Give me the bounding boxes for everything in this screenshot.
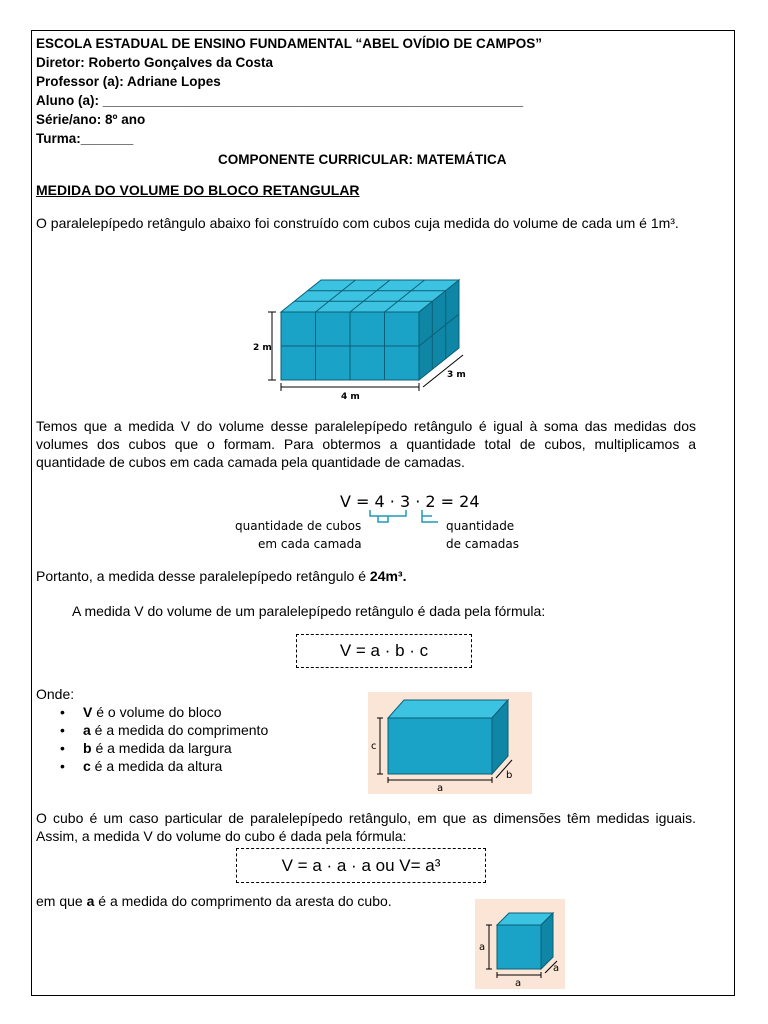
label-layers-2: de camadas bbox=[446, 537, 520, 551]
definition-text: é a medida da altura bbox=[90, 758, 223, 774]
where-label: Onde: bbox=[36, 686, 75, 702]
box-dimensions-figure bbox=[368, 692, 532, 794]
volume-explanation: Temos que a medida V do volume desse paralelepípedo retângulo é igual à soma das medidas dos volumes dos cubos que o formam. Para obtermos a quantidade total de cubos, multiplicamos a quantidade de cubos em cada camada pela quantidade de camadas. bbox=[36, 418, 696, 470]
volume-equation: V = 4 · 3 · 2 = 24 bbox=[340, 492, 480, 511]
cube-height-label: a bbox=[479, 942, 486, 953]
cube-length-label: a bbox=[515, 978, 522, 989]
b-label: b bbox=[506, 770, 513, 781]
label-cubes-per-layer-2: em cada camada bbox=[258, 537, 362, 551]
grade-line: Série/ano: 8º ano bbox=[36, 112, 146, 127]
label-cubes-per-layer-1: quantidade de cubos bbox=[235, 519, 362, 533]
conclusion-value: 24m³. bbox=[369, 568, 407, 584]
intro-paragraph: O paralelepípedo retângulo abaixo foi construído com cubos cuja medida do volume de cada um é 1m³. bbox=[36, 215, 679, 231]
equation-braces bbox=[370, 510, 438, 522]
definition-text: é a medida do comprimento bbox=[90, 722, 269, 738]
class-line: Turma:_______ bbox=[36, 131, 134, 146]
cube-block-figure bbox=[245, 275, 475, 405]
definition-symbol: b bbox=[83, 740, 92, 756]
teacher-line: Professor (a): Adriane Lopes bbox=[36, 74, 221, 89]
student-line: Aluno (a): ________________________________________________________ bbox=[36, 93, 524, 108]
cube-figure bbox=[475, 899, 565, 989]
c-label: c bbox=[371, 741, 377, 752]
definition-text: é a medida da largura bbox=[91, 740, 232, 756]
label-layers-1: quantidade bbox=[446, 519, 515, 533]
definition-list bbox=[36, 703, 268, 775]
definition-symbol: c bbox=[83, 758, 91, 774]
cube-note-suffix: é a medida do comprimento da aresta do cubo. bbox=[94, 893, 392, 909]
list-item bbox=[36, 703, 268, 721]
cube-paragraph: O cubo é um caso particular de paralelepípedo retângulo, em que as dimensões têm medidas iguais. Assim, a medida V do volume do cubo é dada pela fórmula: bbox=[36, 810, 696, 844]
cube-formula-box bbox=[236, 848, 486, 883]
conclusion-text: Portanto, a medida desse paralelepípedo retângulo é bbox=[36, 568, 370, 584]
cube-note bbox=[36, 892, 392, 910]
definition-symbol: a bbox=[83, 722, 91, 738]
depth-label: 3 m bbox=[447, 370, 466, 380]
definition-text: é o volume do bloco bbox=[92, 704, 222, 720]
length-label: 4 m bbox=[341, 392, 360, 402]
list-item bbox=[36, 721, 268, 739]
height-label: 2 m bbox=[253, 343, 272, 353]
school-name: ESCOLA ESTADUAL DE ENSINO FUNDAMENTAL “ABEL OVÍDIO DE CAMPOS” bbox=[36, 36, 543, 51]
director-line: Diretor: Roberto Gonçalves da Costa bbox=[36, 55, 274, 70]
box-top-face bbox=[388, 700, 508, 718]
volume-equation-figure bbox=[230, 488, 530, 554]
list-item bbox=[36, 739, 268, 757]
formula-intro: A medida V do volume de um paralelepípedo retângulo é dada pela fórmula: bbox=[72, 603, 546, 619]
definition-symbol: V bbox=[83, 704, 93, 720]
volume-formula: V = a · b · c bbox=[339, 641, 429, 660]
cube-front-face bbox=[497, 925, 541, 969]
volume-formula-box bbox=[296, 634, 472, 668]
cube-depth-label: a bbox=[553, 963, 560, 974]
box-front-face bbox=[388, 718, 492, 774]
a-label: a bbox=[437, 783, 444, 794]
list-item bbox=[36, 757, 268, 775]
subject-line: COMPONENTE CURRICULAR: MATEMÁTICA bbox=[218, 152, 507, 167]
cube-note-symbol: a bbox=[86, 893, 95, 909]
cube-formula: V = a · a · a ou V= a³ bbox=[281, 855, 441, 875]
conclusion-line bbox=[36, 567, 406, 585]
cube-note-prefix: em que bbox=[36, 893, 87, 909]
section-title: MEDIDA DO VOLUME DO BLOCO RETANGULAR bbox=[36, 182, 360, 198]
